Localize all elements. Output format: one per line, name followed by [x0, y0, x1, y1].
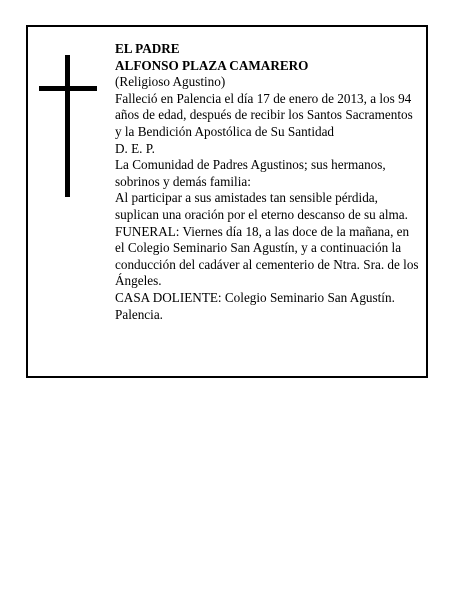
prayer-request: Al participar a sus amistades tan sensible pérdida, suplican una oración por el eterno descanso de su alma.	[115, 190, 408, 222]
funeral-details: FUNERAL: Viernes día 18, a las doce de la mañana, en el Colegio Seminario San Agustín, y a continuación la conducción del cadáver al cementerio de Ntra. Sra. de los Ángeles.	[115, 223, 419, 289]
cross-horizontal-bar	[39, 86, 97, 91]
family-line: La Comunidad de Padres Agustinos; sus hermanos, sobrinos y demás familia:	[115, 157, 386, 189]
rip-line: D. E. P.	[115, 140, 155, 156]
cross-icon	[39, 55, 97, 197]
mourning-house: CASA DOLIENTE: Colegio Seminario San Agustín. Palencia.	[115, 289, 395, 322]
death-statement: Falleció en Palencia el día 17 de enero de 2013, a los 94 años de edad, después de recibir los Santos Sacramentos y la Bendición Apostólica de Su Santidad	[115, 90, 413, 139]
obituary-text	[115, 41, 421, 323]
heading-title: EL PADRE	[115, 41, 180, 56]
religious-order: (Religioso Agustino)	[115, 74, 226, 90]
deceased-name: ALFONSO PLAZA CAMARERO	[115, 57, 309, 73]
cross-vertical-bar	[65, 55, 70, 197]
obituary-notice	[26, 25, 428, 378]
